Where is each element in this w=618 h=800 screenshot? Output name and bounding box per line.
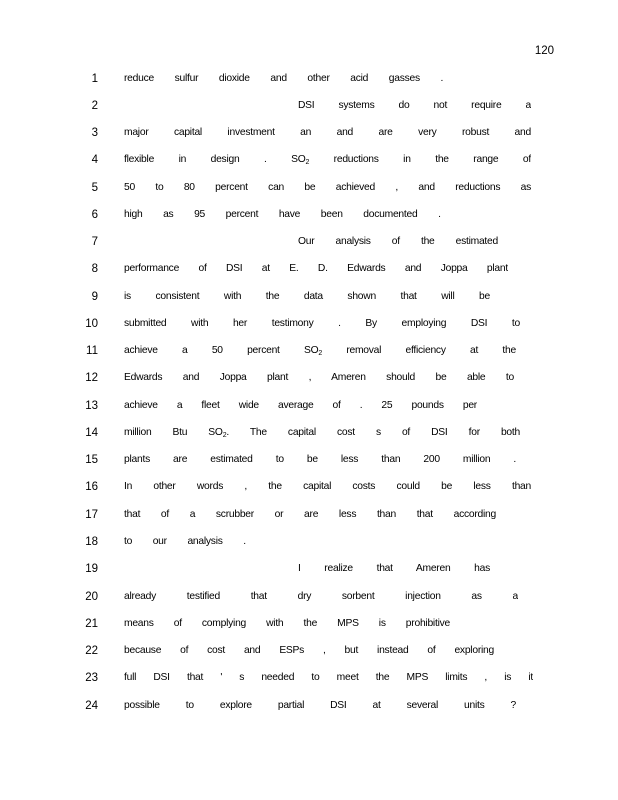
subscript-two: 2 (318, 350, 323, 357)
transcript-line (0, 371, 618, 385)
line-text: that of a scrubber or are less than that according (124, 509, 496, 520)
line-text: flexible in design . $SO_2$ reductions in the range of (124, 154, 531, 166)
line-number: 4 (91, 154, 98, 166)
transcript-line (0, 508, 618, 522)
line-number: 14 (85, 427, 98, 439)
line-number: 21 (85, 618, 98, 630)
line-number: 23 (85, 672, 98, 684)
line-number: 11 (86, 345, 98, 357)
transcript-line (0, 72, 618, 86)
line-text: 50 to 80 percent can be achieved , and reductions as (124, 182, 531, 193)
line-text: DSI systems do not require a (298, 100, 531, 111)
line-text: reduce sulfur dioxide and other acid gasses . (124, 73, 444, 84)
transcript-line (0, 699, 618, 713)
line-number: 8 (91, 263, 98, 275)
line-text: In other words , the capital costs could be less than (124, 481, 531, 492)
transcript-line (0, 262, 618, 276)
line-number: 7 (91, 236, 98, 248)
page-number: 120 (534, 45, 554, 57)
line-text: means of complying with the MPS is prohibitive (124, 618, 450, 629)
transcript-line (0, 453, 618, 467)
line-text: million Btu $SO_2$. The capital cost s of DSI for both (124, 427, 520, 439)
line-number: 22 (85, 645, 98, 657)
subscript-two: 2 (222, 432, 227, 439)
line-text: Our analysis of the estimated (298, 236, 498, 247)
transcript-line (0, 426, 618, 440)
line-number: 10 (85, 318, 98, 330)
line-number: 15 (85, 454, 98, 466)
line-number: 6 (91, 209, 98, 221)
line-number: 19 (85, 563, 98, 575)
transcript-line (0, 617, 618, 631)
line-text: high as 95 percent have been documented . (124, 209, 441, 220)
transcript-line (0, 235, 618, 249)
transcript-line (0, 317, 618, 331)
subscript-two: 2 (305, 159, 310, 166)
line-text: plants are estimated to be less than 200 million . (124, 454, 516, 465)
line-number: 13 (85, 400, 98, 412)
line-number: 3 (91, 127, 98, 139)
line-number: 9 (91, 291, 98, 303)
transcript-line (0, 344, 618, 358)
transcript-line (0, 99, 618, 113)
line-text: because of cost and ESPs , but instead of exploring (124, 645, 494, 656)
line-text: already testified that dry sorbent injection as a (124, 591, 518, 602)
line-text: full DSI that ' s needed to meet the MPS limits , is it (124, 672, 533, 683)
line-text: Edwards and Joppa plant , Ameren should be able to (124, 372, 514, 383)
transcript-line (0, 535, 618, 549)
line-text: performance of DSI at E. D. Edwards and Joppa plant (124, 263, 508, 274)
line-text: major capital investment an and are very robust and (124, 127, 531, 138)
transcript-line (0, 208, 618, 222)
line-text: achieve a fleet wide average of . 25 pounds per (124, 400, 477, 411)
line-text: I realize that Ameren has (298, 563, 490, 574)
line-number: 20 (85, 591, 98, 603)
transcript-line (0, 644, 618, 658)
line-text: achieve a 50 percent $SO_2$ removal efficiency at the (124, 345, 516, 357)
line-text: to our analysis . (124, 536, 246, 547)
line-number: 2 (91, 100, 98, 112)
line-text: is consistent with the data shown that will be (124, 291, 490, 302)
line-number: 1 (91, 73, 98, 85)
transcript-line (0, 290, 618, 304)
line-number: 16 (85, 481, 98, 493)
transcript-line (0, 562, 618, 576)
line-number: 17 (85, 509, 98, 521)
transcript-line (0, 181, 618, 195)
line-text: possible to explore partial DSI at several units ? (124, 700, 516, 711)
transcript-line (0, 590, 618, 604)
transcript-line (0, 480, 618, 494)
transcript-line (0, 399, 618, 413)
transcript-line (0, 153, 618, 167)
transcript-line (0, 126, 618, 140)
line-number: 5 (91, 182, 98, 194)
line-number: 24 (85, 700, 98, 712)
line-number: 18 (85, 536, 98, 548)
line-number: 12 (85, 372, 98, 384)
line-text: submitted with her testimony . By employing DSI to (124, 318, 520, 329)
transcript-line (0, 671, 618, 685)
